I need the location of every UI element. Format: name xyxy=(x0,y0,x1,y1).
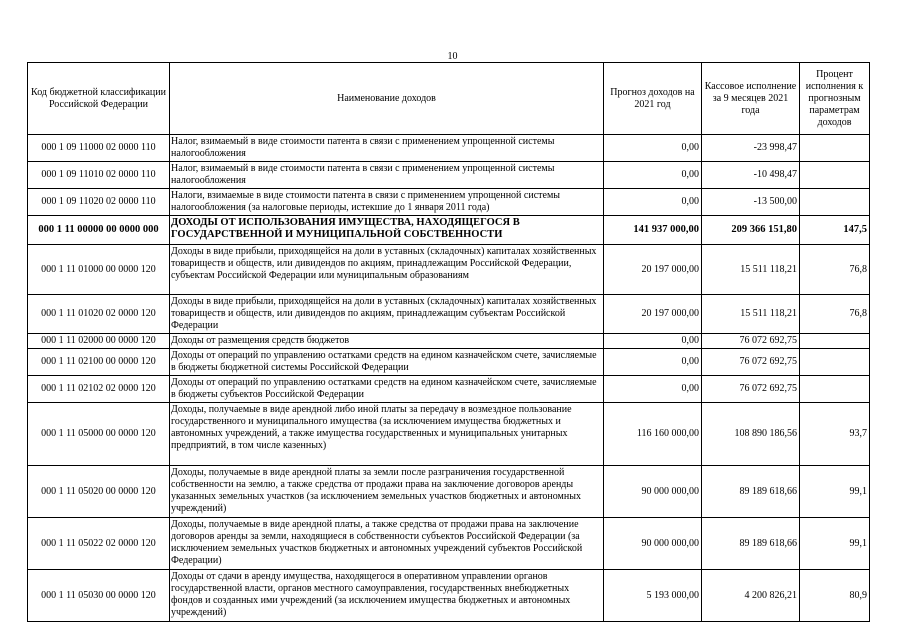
row-percent: 93,7 xyxy=(800,403,870,466)
row-code: 000 1 11 01020 02 0000 120 xyxy=(28,295,170,334)
row-name: Доходы в виде прибыли, приходящейся на доли в уставных (складочных) капиталах хозяйственных товариществ и обществ, или дивидендов по акциям, принадлежащим субъектам Российской Федерации xyxy=(170,295,604,334)
table-header-row xyxy=(28,63,870,135)
row-forecast: 90 000 000,00 xyxy=(604,518,702,570)
table-row xyxy=(28,245,870,295)
row-code: 000 1 11 05020 00 0000 120 xyxy=(28,466,170,518)
row-code: 000 1 09 11010 02 0000 110 xyxy=(28,162,170,189)
row-name: Доходы, получаемые в виде арендной платы за земли после разграничения государственной собственности на землю, а также средства от продажи права на заключение договоров аренды указанных земельных участков (за исключением земельных участков бюджетных и автономных учреждений) xyxy=(170,466,604,518)
row-forecast: 0,00 xyxy=(604,162,702,189)
row-percent: 147,5 xyxy=(800,216,870,245)
row-code: 000 1 11 05022 02 0000 120 xyxy=(28,518,170,570)
row-name: ДОХОДЫ ОТ ИСПОЛЬЗОВАНИЯ ИМУЩЕСТВА, НАХОДЯЩЕГОСЯ В ГОСУДАРСТВЕННОЙ И МУНИЦИПАЛЬНОЙ СОБСТВЕННОСТИ xyxy=(170,216,604,245)
row-code: 000 1 09 11020 02 0000 110 xyxy=(28,189,170,216)
row-forecast: 20 197 000,00 xyxy=(604,245,702,295)
row-actual: 76 072 692,75 xyxy=(702,334,800,349)
row-forecast: 90 000 000,00 xyxy=(604,466,702,518)
revenue-table xyxy=(27,62,870,622)
row-actual: 108 890 186,56 xyxy=(702,403,800,466)
row-actual: 76 072 692,75 xyxy=(702,376,800,403)
row-name: Налог, взимаемый в виде стоимости патента в связи с применением упрощенной системы налогообложения xyxy=(170,162,604,189)
row-actual: 89 189 618,66 xyxy=(702,518,800,570)
table-row xyxy=(28,189,870,216)
row-code: 000 1 11 05030 00 0000 120 xyxy=(28,570,170,622)
row-percent xyxy=(800,376,870,403)
row-percent: 80,9 xyxy=(800,570,870,622)
header-forecast: Прогноз доходов на 2021 год xyxy=(604,63,702,135)
row-actual: 15 511 118,21 xyxy=(702,295,800,334)
table-row xyxy=(28,334,870,349)
row-percent xyxy=(800,189,870,216)
row-percent xyxy=(800,135,870,162)
row-name: Доходы от операций по управлению остатками средств на едином казначейском счете, зачисляемые в бюджеты субъектов Российской Федерации xyxy=(170,376,604,403)
row-name: Доходы от операций по управлению остатками средств на едином казначейском счете, зачисляемые в бюджеты бюджетной системы Российской Федерации xyxy=(170,349,604,376)
row-actual: -13 500,00 xyxy=(702,189,800,216)
row-code: 000 1 11 01000 00 0000 120 xyxy=(28,245,170,295)
row-code: 000 1 11 00000 00 0000 000 xyxy=(28,216,170,245)
table-row-section xyxy=(28,216,870,245)
row-code: 000 1 11 02100 00 0000 120 xyxy=(28,349,170,376)
row-actual: 209 366 151,80 xyxy=(702,216,800,245)
table-row xyxy=(28,349,870,376)
row-forecast: 0,00 xyxy=(604,334,702,349)
row-percent: 99,1 xyxy=(800,518,870,570)
row-name: Налог, взимаемый в виде стоимости патента в связи с применением упрощенной системы налогообложения xyxy=(170,135,604,162)
page-number: 10 xyxy=(447,51,458,62)
row-actual: 15 511 118,21 xyxy=(702,245,800,295)
row-code: 000 1 11 02102 02 0000 120 xyxy=(28,376,170,403)
row-actual: 4 200 826,21 xyxy=(702,570,800,622)
row-actual: 89 189 618,66 xyxy=(702,466,800,518)
table-row xyxy=(28,295,870,334)
table-row xyxy=(28,570,870,622)
row-name: Доходы, получаемые в виде арендной платы, а также средства от продажи права на заключение договоров аренды за земли, находящиеся в собственности субъектов Российской Федерации (за исключением земельных участков бюджетных и автономных учреждений субъектов Российской Федерации) xyxy=(170,518,604,570)
row-name: Доходы от размещения средств бюджетов xyxy=(170,334,604,349)
row-forecast: 5 193 000,00 xyxy=(604,570,702,622)
row-name: Доходы в виде прибыли, приходящейся на доли в уставных (складочных) капиталах хозяйственных товариществ и обществ, или дивидендов по акциям, принадлежащим Российской Федерации, субъектам Российской Федерации или муниципальным образованиям xyxy=(170,245,604,295)
table-row xyxy=(28,518,870,570)
row-percent: 76,8 xyxy=(800,295,870,334)
row-code: 000 1 11 02000 00 0000 120 xyxy=(28,334,170,349)
row-actual: -23 998,47 xyxy=(702,135,800,162)
header-code: Код бюджетной классификации Российской Федерации xyxy=(28,63,170,135)
row-forecast: 20 197 000,00 xyxy=(604,295,702,334)
table-row xyxy=(28,162,870,189)
row-name: Доходы от сдачи в аренду имущества, находящегося в оперативном управлении органов государственной власти, органов местного самоуправления, государственных внебюджетных фондов и созданных ими учреждений (за исключением имущества бюджетных и автономных учреждений) xyxy=(170,570,604,622)
table-row xyxy=(28,135,870,162)
row-percent xyxy=(800,349,870,376)
header-name: Наименование доходов xyxy=(170,63,604,135)
row-name: Налоги, взимаемые в виде стоимости патента в связи с применением упрощенной системы налогообложения (за налоговые периоды, истекшие до 1 января 2011 года) xyxy=(170,189,604,216)
table-row xyxy=(28,376,870,403)
table-row xyxy=(28,466,870,518)
row-forecast: 116 160 000,00 xyxy=(604,403,702,466)
row-percent: 76,8 xyxy=(800,245,870,295)
row-forecast: 0,00 xyxy=(604,135,702,162)
row-name: Доходы, получаемые в виде арендной либо иной платы за передачу в возмездное пользование государственного и муниципального имущества (за исключением имущества бюджетных и автономных учреждений, а также имущества государственных и муниципальных унитарных предприятий, в том числе казенных) xyxy=(170,403,604,466)
row-code: 000 1 11 05000 00 0000 120 xyxy=(28,403,170,466)
row-forecast: 0,00 xyxy=(604,376,702,403)
row-actual: -10 498,47 xyxy=(702,162,800,189)
row-forecast: 0,00 xyxy=(604,189,702,216)
row-percent: 99,1 xyxy=(800,466,870,518)
header-actual: Кассовое исполнение за 9 месяцев 2021 года xyxy=(702,63,800,135)
header-percent: Процент исполнения к прогнозным параметрам доходов xyxy=(800,63,870,135)
row-code: 000 1 09 11000 02 0000 110 xyxy=(28,135,170,162)
row-forecast: 141 937 000,00 xyxy=(604,216,702,245)
row-percent xyxy=(800,334,870,349)
row-percent xyxy=(800,162,870,189)
table-row xyxy=(28,403,870,466)
row-actual: 76 072 692,75 xyxy=(702,349,800,376)
row-forecast: 0,00 xyxy=(604,349,702,376)
